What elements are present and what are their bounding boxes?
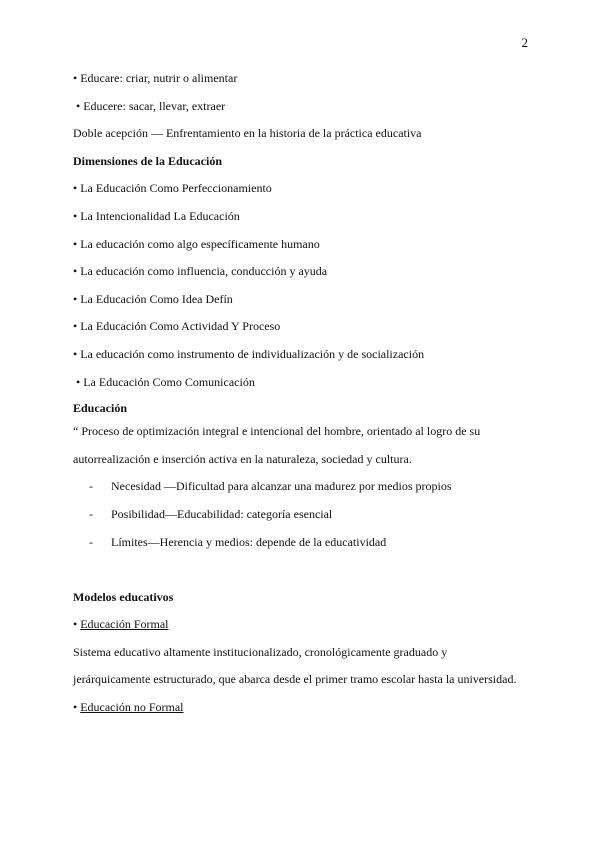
- bullet: •: [73, 700, 78, 715]
- formal-description-2: jerárquicamente estructurado, que abarca desde el primer tramo escolar hasta la universidad.: [73, 672, 517, 687]
- educacion-heading: Educación: [73, 401, 128, 416]
- dash-item-text: Necesidad —Dificultad para alcanzar una madurez por medios propios: [111, 479, 452, 494]
- dimension-item: • La Educación Como Perfeccionamiento: [73, 181, 272, 196]
- formal-line: [73, 614, 533, 642]
- definition-line-2: autorrealización e inserción activa en la naturaleza, sociedad y cultura.: [73, 451, 412, 466]
- educare-line: • Educare: criar, nutrir o alimentar: [73, 71, 238, 85]
- doble-acepcion-line: Doble acepción — Enfrentamiento en la historia de la práctica educativa: [73, 126, 422, 141]
- dimension-item: • La Educación Como Comunicación: [76, 374, 255, 389]
- dash-marker: -: [89, 506, 93, 521]
- dash-item: [73, 504, 533, 532]
- dash-item-text: Posibilidad—Educabilidad: categoría esencial: [111, 506, 333, 521]
- dimension-item: • La educación como instrumento de individualización y de socialización: [73, 346, 425, 361]
- dimension-item: • La Educación Como Idea Defín: [73, 291, 233, 306]
- dash-item: [73, 476, 533, 504]
- dash-marker: -: [89, 534, 93, 549]
- page-number: 2: [521, 35, 528, 50]
- spacer: [73, 559, 533, 587]
- dimensiones-heading: Dimensiones de la Educación: [73, 153, 223, 168]
- dimension-item: • La educación como algo específicamente humano: [73, 236, 320, 251]
- noformal-line: [73, 697, 533, 725]
- dash-item: [73, 532, 533, 560]
- dash-item-text: Límites—Herencia y medios: depende de la educatividad: [111, 534, 387, 549]
- educacion-formal-link[interactable]: Educación Formal: [80, 617, 169, 632]
- dimension-item: • La Intencionalidad La Educación: [73, 208, 240, 223]
- dash-marker: -: [89, 479, 93, 494]
- educere-line: • Educere: sacar, llevar, extraer: [76, 98, 226, 113]
- document-body: [73, 68, 533, 725]
- modelos-heading: Modelos educativos: [73, 589, 174, 604]
- formal-description-1: Sistema educativo altamente institucionalizado, cronológicamente graduado y: [73, 644, 448, 659]
- educacion-no-formal-link[interactable]: Educación no Formal: [80, 700, 184, 715]
- dimension-item: • La educación como influencia, conducción y ayuda: [73, 264, 328, 279]
- definition-line-1: “ Proceso de optimización integral e intencional del hombre, orientado al logro de su: [73, 424, 481, 439]
- bullet: •: [73, 617, 78, 632]
- dimension-item: • La Educación Como Actividad Y Proceso: [73, 319, 281, 334]
